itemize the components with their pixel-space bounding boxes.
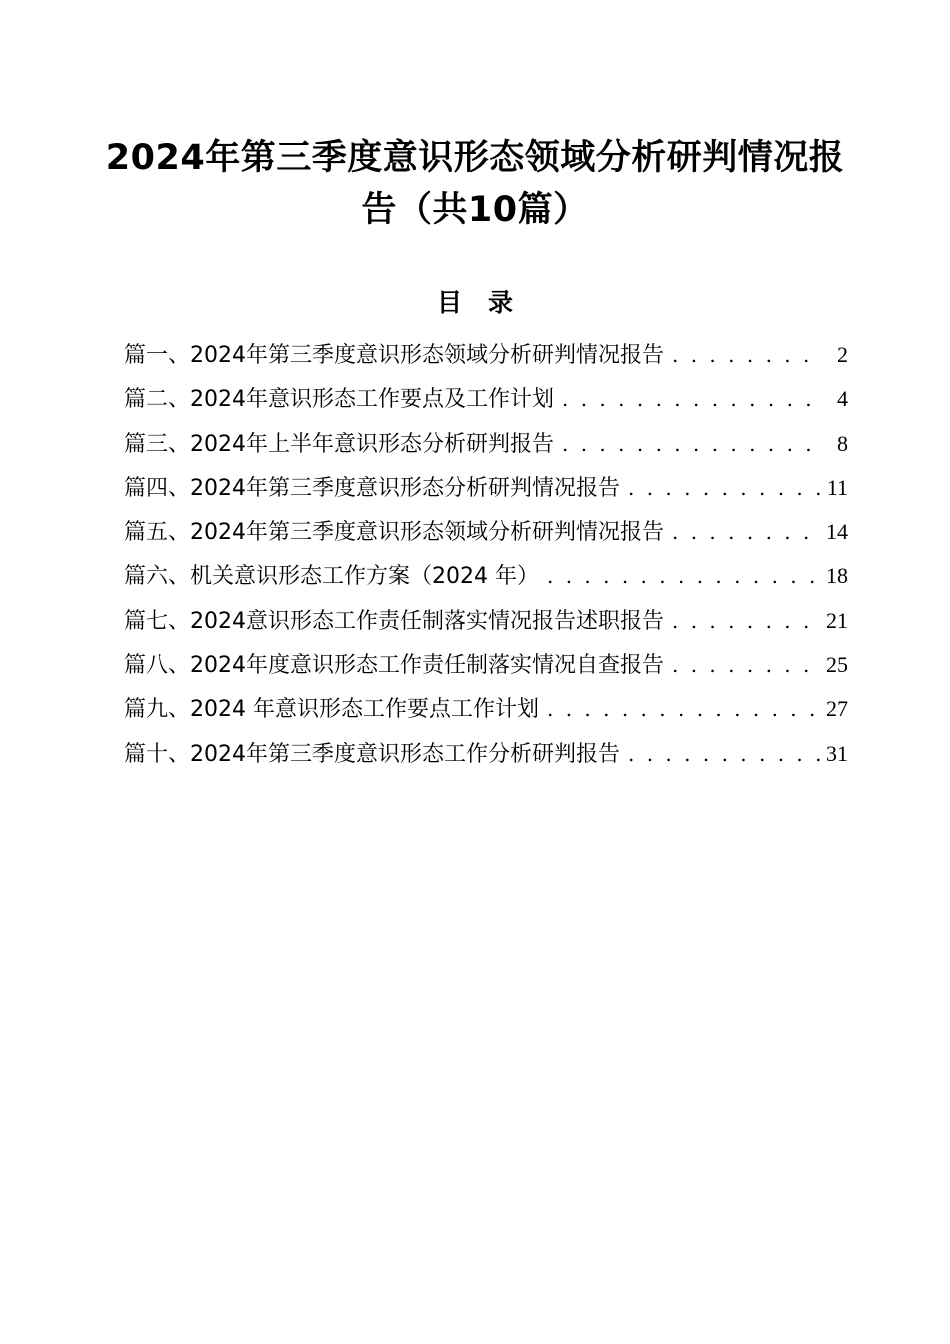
toc-entry[interactable] [124, 377, 848, 421]
toc-entry[interactable] [124, 687, 848, 731]
toc-leader-dots [554, 432, 820, 456]
toc-leader-dots [539, 697, 820, 721]
toc-entry-page: 2 [837, 342, 848, 367]
toc-entry-label: 篇六、机关意识形态工作方案（2024 年） [124, 564, 539, 590]
toc-entry[interactable] [124, 333, 848, 377]
toc-entry[interactable] [124, 554, 848, 598]
toc-entry-label: 篇四、2024年第三季度意识形态分析研判情况报告 [124, 475, 620, 501]
toc-entry-label: 篇三、2024年上半年意识形态分析研判报告 [124, 431, 554, 457]
toc-entry-label: 篇十、2024年第三季度意识形态工作分析研判报告 [124, 741, 620, 767]
document-title-line-1: 2024年第三季度意识形态领域分析研判情况报 [105, 138, 845, 178]
toc-entry-label: 篇七、2024意识形态工作责任制落实情况报告述职报告 [124, 608, 664, 634]
toc-entry-label: 篇二、2024年意识形态工作要点及工作计划 [124, 387, 554, 413]
toc-leader-dots [664, 343, 820, 367]
toc-entry-label: 篇八、2024年度意识形态工作责任制落实情况自查报告 [124, 653, 664, 679]
toc-heading: 目录 [436, 288, 539, 317]
document-title [100, 132, 850, 236]
toc-entry-page: 4 [837, 386, 848, 412]
toc-entry-page: 8 [837, 430, 848, 456]
toc-entry-page: 11 [826, 474, 848, 500]
toc-leader-dots [664, 609, 820, 633]
toc-leader-dots [539, 564, 820, 588]
toc-entry[interactable] [124, 732, 848, 776]
toc-entry[interactable] [124, 466, 848, 510]
toc-leader-dots [664, 520, 820, 544]
toc-entry[interactable] [124, 510, 848, 554]
toc-entry[interactable] [124, 422, 848, 466]
document-title-line-2: 告（共10篇） [361, 190, 589, 230]
toc-entry-label: 篇九、2024 年意识形态工作要点工作计划 [124, 697, 539, 723]
toc-entry-page: 18 [826, 563, 848, 589]
toc-leader-dots [554, 387, 820, 411]
toc-entry-label: 篇五、2024年第三季度意识形态领域分析研判情况报告 [124, 520, 664, 546]
toc-entry-page: 27 [826, 696, 848, 722]
toc-leader-dots [620, 476, 820, 500]
toc-entry-page: 31 [826, 740, 848, 766]
toc-entry[interactable] [124, 643, 848, 687]
toc-entry-label: 篇一、2024年第三季度意识形态领域分析研判情况报告 [124, 343, 664, 368]
toc-entry-page: 25 [826, 652, 848, 678]
toc-leader-dots [664, 653, 820, 677]
toc-leader-dots [620, 742, 820, 766]
toc-entry-page: 21 [826, 607, 848, 633]
toc-entry[interactable] [124, 599, 848, 643]
toc-entry-page: 14 [826, 519, 848, 545]
table-of-contents [124, 333, 848, 776]
